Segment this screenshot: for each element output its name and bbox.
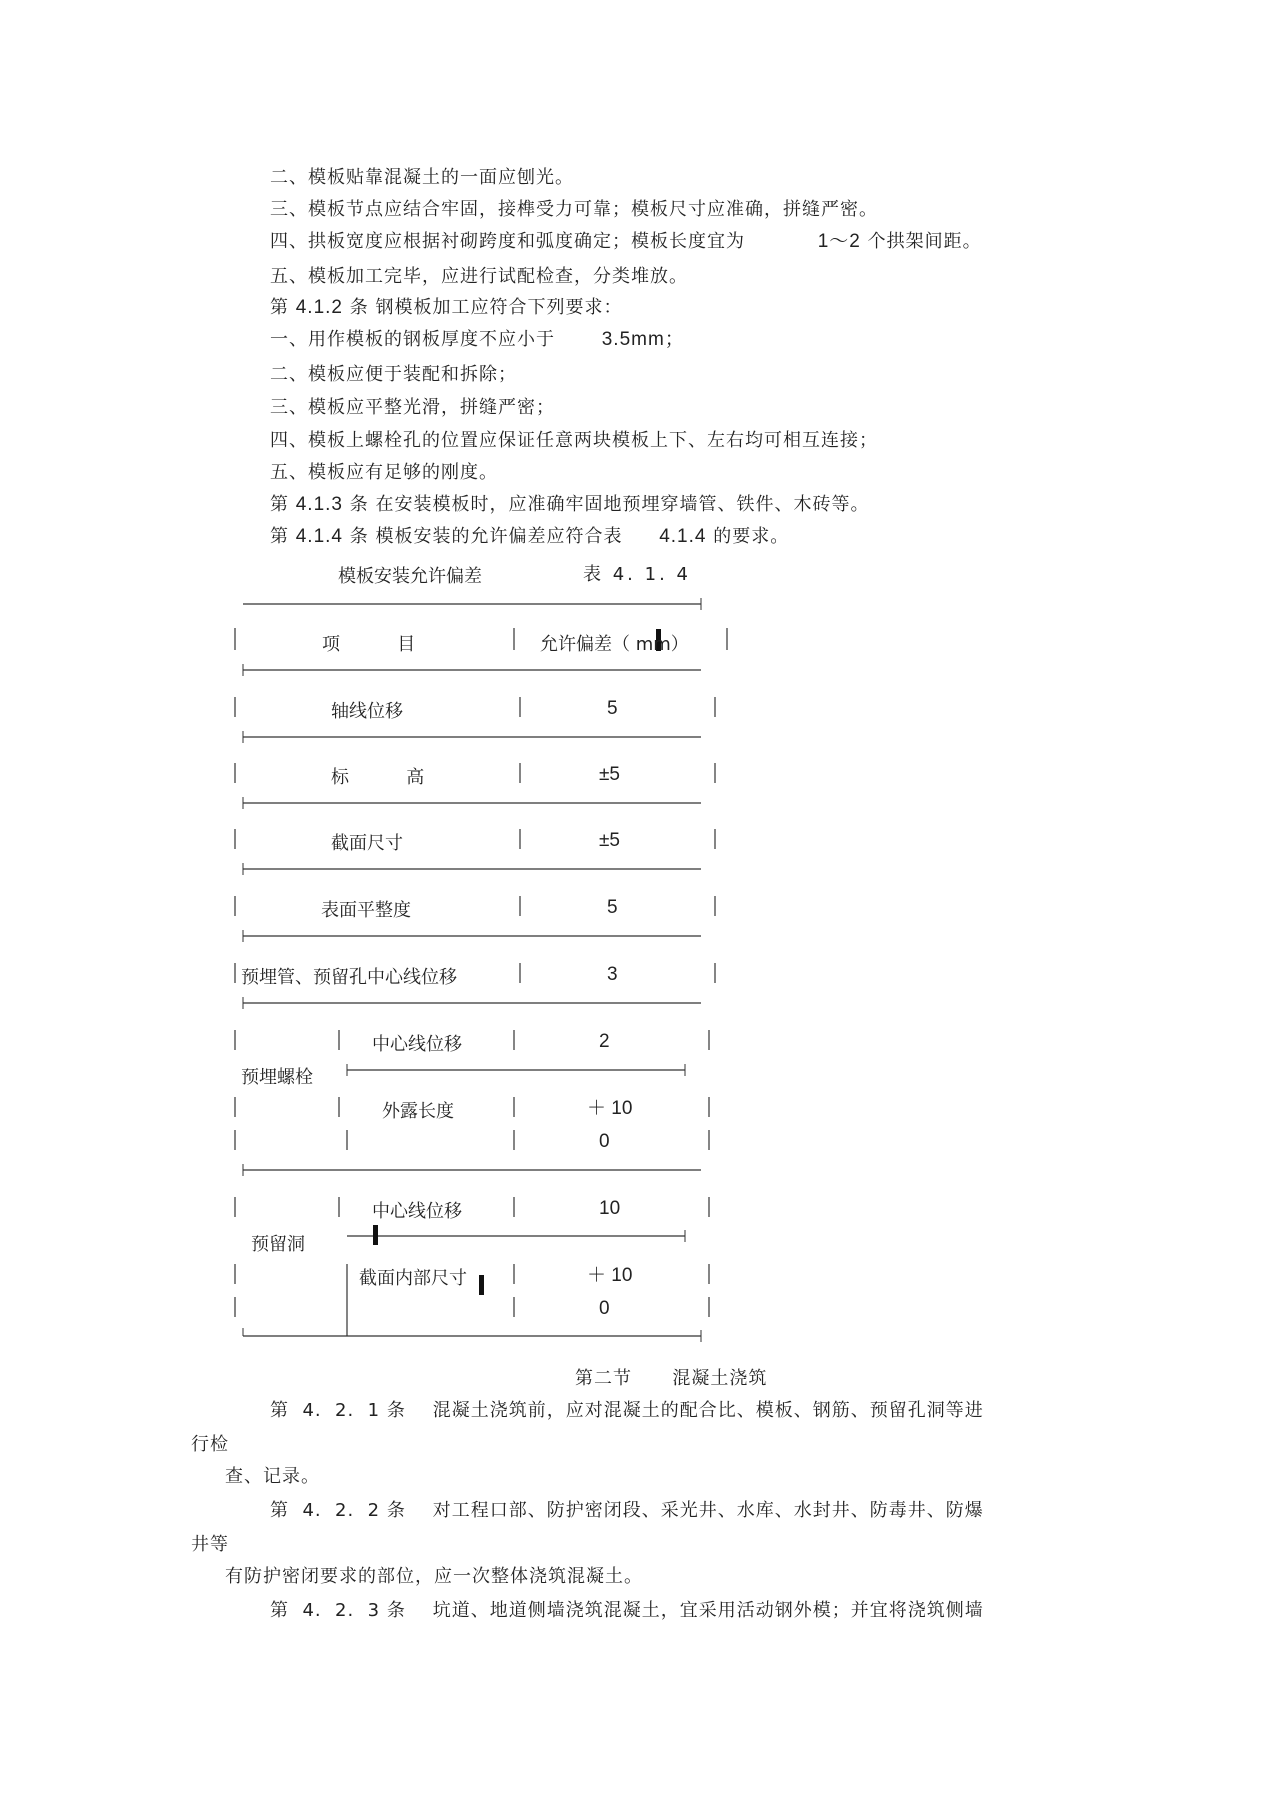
paragraph-8: 三、模板应平整光滑，拼缝严密；: [270, 397, 555, 418]
clause-number: 4.1.2: [295, 297, 343, 318]
table-reference: 4.1.4: [659, 526, 707, 547]
row-item: 表面平整度: [321, 900, 411, 921]
row-item: 标 高: [331, 767, 425, 788]
group-sub-value: 0: [599, 1131, 610, 1152]
clause-4-2-1-cont: 行检: [191, 1434, 229, 1455]
clause-4-2-1-cont2: 查、记录。: [225, 1466, 320, 1487]
paragraph-1: 二、模板贴靠混凝土的一面应刨光。: [270, 167, 574, 188]
group-sub-item: 截面内部尺寸: [359, 1268, 467, 1289]
table-caption: 模板安装允许偏差: [338, 566, 482, 587]
row-value: 3: [607, 964, 618, 985]
row-value: 5: [607, 698, 618, 719]
clause-4-2-2: 第 4. 2. 2 条 对工程口部、防护密闭段、采光井、水库、水封井、防毒井、防爆: [270, 1500, 984, 1521]
clause-text: 条 模板安装的允许偏差应符合表: [349, 526, 623, 547]
paragraph-6-text: 一、用作模板的钢板厚度不应小于: [270, 329, 555, 350]
row-item: 截面尺寸: [331, 833, 403, 854]
group-sub-value: 2: [599, 1031, 610, 1052]
clause-number: 4.1.3: [295, 494, 343, 515]
row-value: ±5: [599, 830, 620, 851]
group-sub-value: 0: [599, 1298, 610, 1319]
table-number: 表 4. 1. 4: [583, 564, 691, 585]
section-title: 第二节 混凝土浇筑: [575, 1368, 768, 1389]
group-label-embedded-bolt: 预埋螺栓: [241, 1067, 313, 1088]
paragraph-2: 三、模板节点应结合牢固，接榫受力可靠；模板尺寸应准确，拼缝严密。: [270, 199, 878, 220]
row-value: 5: [607, 897, 618, 918]
paragraph-3-text: 四、拱板宽度应根据衬砌跨度和弧度确定；模板长度宜为: [270, 231, 745, 252]
clause-4-2-1: 第 4. 2. 1 条 混凝土浇筑前，应对混凝土的配合比、模板、钢筋、预留孔洞等进: [270, 1400, 984, 1421]
header-item: 项 目: [322, 634, 416, 655]
clause-text: 条 在安装模板时，应准确牢固地预埋穿墙管、铁件、木砖等。: [349, 494, 870, 515]
group-sub-value: ＋ 10: [587, 1265, 633, 1286]
clause-prefix: 第: [270, 494, 289, 515]
scan-artifact-mark: [373, 1225, 378, 1245]
row-item: 预埋管、预留孔中心线位移: [241, 967, 457, 988]
row-value: ±5: [599, 764, 620, 785]
paragraph-3-tail: 个拱架间距。: [867, 231, 982, 252]
group-sub-value: ＋ 10: [587, 1098, 633, 1119]
paragraph-10: 五、模板应有足够的刚度。: [270, 462, 498, 483]
clause-4-2-2-cont2: 有防护密闭要求的部位，应一次整体浇筑混凝土。: [225, 1566, 643, 1587]
paragraph-7: 二、模板应便于装配和拆除；: [270, 364, 517, 385]
group-sub-item: 外露长度: [382, 1101, 454, 1122]
paragraph-6-value: 3.5mm；: [601, 329, 685, 350]
clause-4-2-2-cont: 井等: [191, 1534, 229, 1555]
row-item: 轴线位移: [331, 701, 403, 722]
scan-artifact-mark: [479, 1275, 484, 1295]
group-sub-item: 中心线位移: [372, 1201, 462, 1222]
group-sub-value: 10: [599, 1198, 621, 1219]
clause-4-2-3: 第 4. 2. 3 条 坑道、地道侧墙浇筑混凝土，宜采用活动钢外模；并宜将浇筑侧墙: [270, 1600, 984, 1621]
clause-number: 4.1.4: [295, 526, 343, 547]
clause-tail: 的要求。: [713, 526, 790, 547]
clause-text: 条 钢模板加工应符合下列要求：: [349, 297, 623, 318]
group-sub-item: 中心线位移: [372, 1034, 462, 1055]
paragraph-9: 四、模板上螺栓孔的位置应保证任意两块模板上下、左右均可相互连接；: [270, 430, 878, 451]
paragraph-3-range: 1～2: [817, 231, 861, 252]
clause-prefix: 第: [270, 297, 289, 318]
paragraph-4: 五、模板加工完毕，应进行试配检查，分类堆放。: [270, 266, 688, 287]
clause-prefix: 第: [270, 526, 289, 547]
header-value: 允许偏差（ mm）: [540, 634, 689, 655]
group-label-reserved-hole: 预留洞: [251, 1234, 305, 1255]
